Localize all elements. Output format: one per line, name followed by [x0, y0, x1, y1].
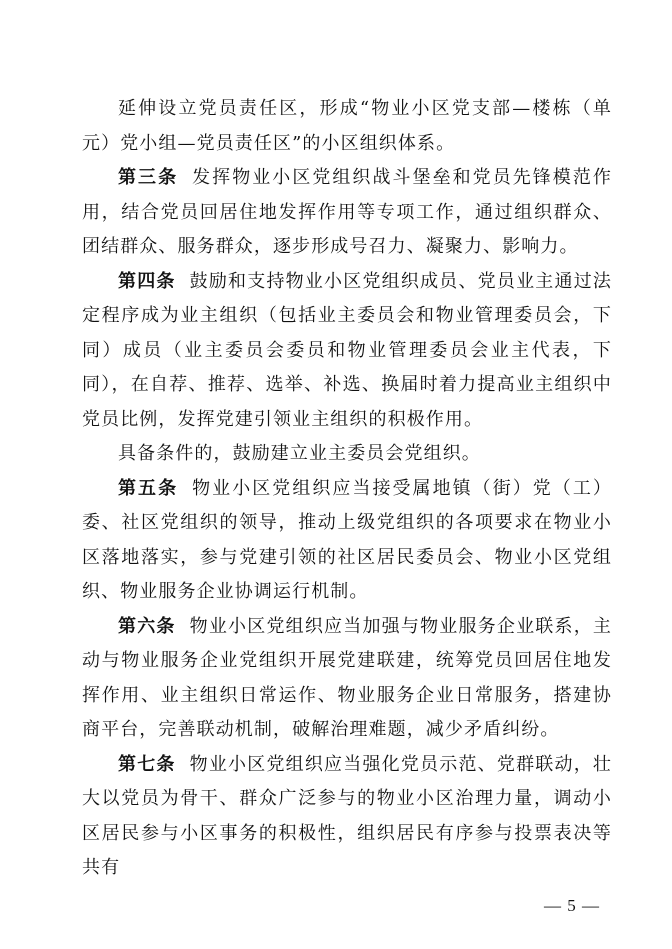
article-number: 第六条	[118, 615, 176, 637]
paragraph-continuation	[82, 92, 612, 161]
article-7	[82, 748, 612, 886]
article-number: 第四条	[118, 270, 176, 292]
paragraph-text: 发挥物业小区党组织战斗堡垒和党员先锋模范作用，结合党员回居住地发挥作用等专项工作，通过组织群众、团结群众、服务群众，逐步形成号召力、凝聚力、影响力。	[82, 167, 612, 257]
article-number: 第五条	[118, 477, 179, 499]
article-3	[82, 161, 612, 265]
article-number: 第七条	[118, 753, 176, 775]
article-4	[82, 265, 612, 438]
article-5	[82, 472, 612, 610]
article-number: 第三条	[118, 167, 179, 188]
paragraph-text: 物业小区党组织应当接受属地镇（街）党（工）委、社区党组织的领导，推动上级党组织的各项要求在物业小区落地落实，参与党建引领的社区居民委员会、物业小区党组织、物业服务企业协调运行机制。	[82, 477, 612, 602]
paragraph-text: 物业小区党组织应当加强与物业服务企业联系，主动与物业服务企业党组织开展党建联建，统筹党员回居住地发挥作用、业主组织日常运作、物业服务企业日常服务，搭建协商平台，完善联动机制，破解治理难题，减少矛盾纠纷。	[82, 615, 612, 740]
paragraph-text: 延伸设立党员责任区，形成“物业小区党支部—楼栋（单元）党小组—党员责任区”的小区组织体系。	[82, 98, 612, 154]
article-4-supplement	[82, 437, 612, 472]
document-body	[82, 92, 612, 886]
paragraph-text: 具备条件的，鼓励建立业主委员会党组织。	[118, 443, 481, 464]
paragraph-text: 物业小区党组织应当强化党员示范、党群联动，壮大以党员为骨干、群众广泛参与的物业小区治理力量，调动小区居民参与小区事务的积极性，组织居民有序参与投票表决等共有	[82, 753, 612, 878]
article-6	[82, 610, 612, 748]
paragraph-text: 鼓励和支持物业小区党组织成员、党员业主通过法定程序成为业主组织（包括业主委员会和物业管理委员会，下同）成员（业主委员会委员和物业管理委员会业主代表，下同），在自荐、推荐、选举、补选、换届时着力提高业主组织中党员比例，发挥党建引领业主组织的积极作用。	[82, 270, 612, 430]
page-number: — 5 —	[544, 896, 600, 915]
